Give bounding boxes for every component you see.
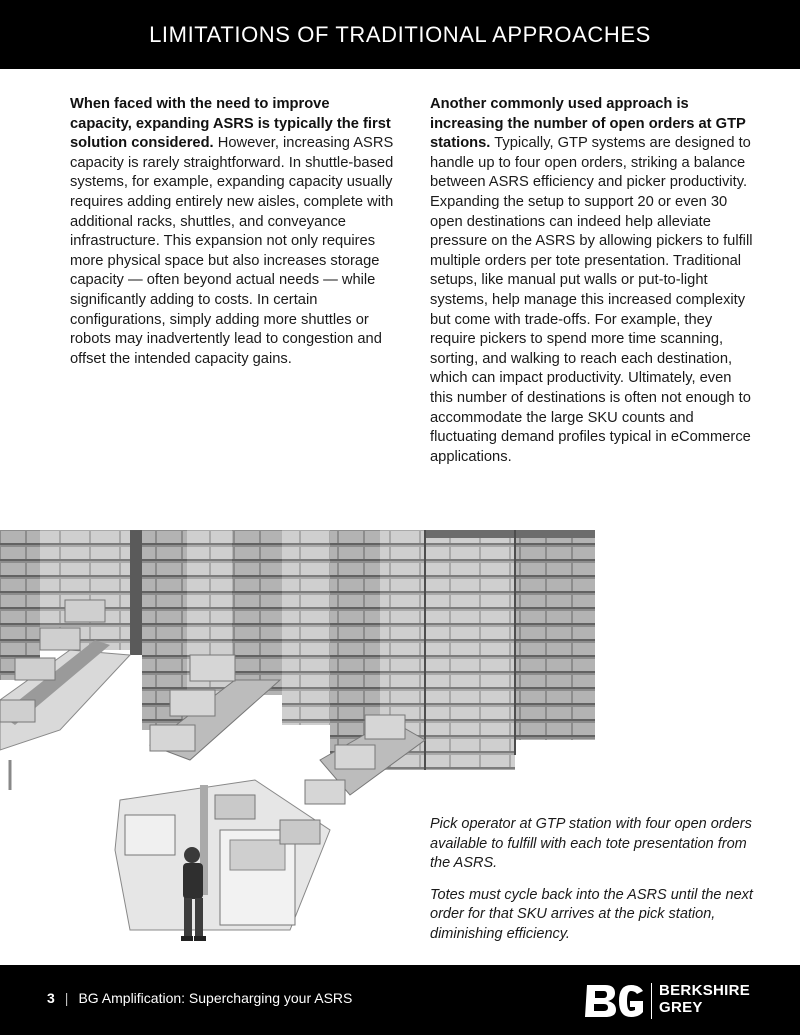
logo-divider [651, 983, 652, 1019]
left-column [70, 95, 395, 369]
left-lead-bold: When faced with the need to improve capacity, expanding ASRS is typically the first solution considered. [70, 96, 391, 152]
berkshire-grey-logo [583, 979, 763, 1023]
logo-word-grey: GREY [659, 999, 703, 1016]
header-banner [0, 0, 800, 69]
caption-1: Pick operator at GTP station with four open orders available to fulfill with each tote presentation from the ASRS. [430, 816, 752, 872]
right-lead-bold: Another commonly used approach is increasing the number of open orders at GTP stations. [430, 96, 746, 152]
right-column [430, 95, 755, 467]
footer-doc-title: BG Amplification: Supercharging your ASRS [78, 990, 353, 1006]
footer-separator: | [64, 990, 69, 1006]
footer-text [47, 990, 352, 1006]
page-number: 3 [47, 990, 55, 1006]
right-body-text: Typically, GTP systems are designed to handle up to four open orders, striking a balance between ASRS efficiency and picker productivity. Expanding the setup to support 20 or even 30 open destinations can indeed help alleviate pressure on the ASRS by allowing pickers to fulfill multiple orders per tote presentation. Traditional setups, like manual put walls or put-to-light systems, help manage this increased complexity but come with trade-offs. For example, they require pickers to spend more time scanning, sorting, and walking to reach each destination, which can impact productivity. Ultimately, even this number of destinations is often not enough to accommodate the large SKU counts and fluctuating demand profiles typical in eCommerce applications. [430, 135, 753, 465]
bg-logo-mark-icon [583, 979, 647, 1023]
footer-bar [0, 965, 800, 1035]
figure-caption [430, 815, 760, 957]
right-paragraph [430, 95, 755, 467]
page-title: LIMITATIONS OF TRADITIONAL APPROACHES [149, 21, 651, 47]
caption-2: Totes must cycle back into the ASRS until the next order for that SKU arrives at the pick station, diminishing efficiency. [430, 886, 753, 942]
left-body-text: However, increasing ASRS capacity is rarely straightforward. In shuttle-based systems, for example, expanding capacity usually requires adding entirely new aisles, complete with additional racks, shuttles, and conveyance infrastructure. This expansion not only requires more physical space but also increases storage capacity — often beyond actual needs — while significantly adding to costs. In certain configurations, simply adding more shuttles or robots may inadvertently lead to congestion and offset the intended capacity gains. [70, 135, 394, 367]
logo-word-berkshire: BERKSHIRE [659, 982, 751, 999]
left-paragraph [70, 95, 395, 369]
